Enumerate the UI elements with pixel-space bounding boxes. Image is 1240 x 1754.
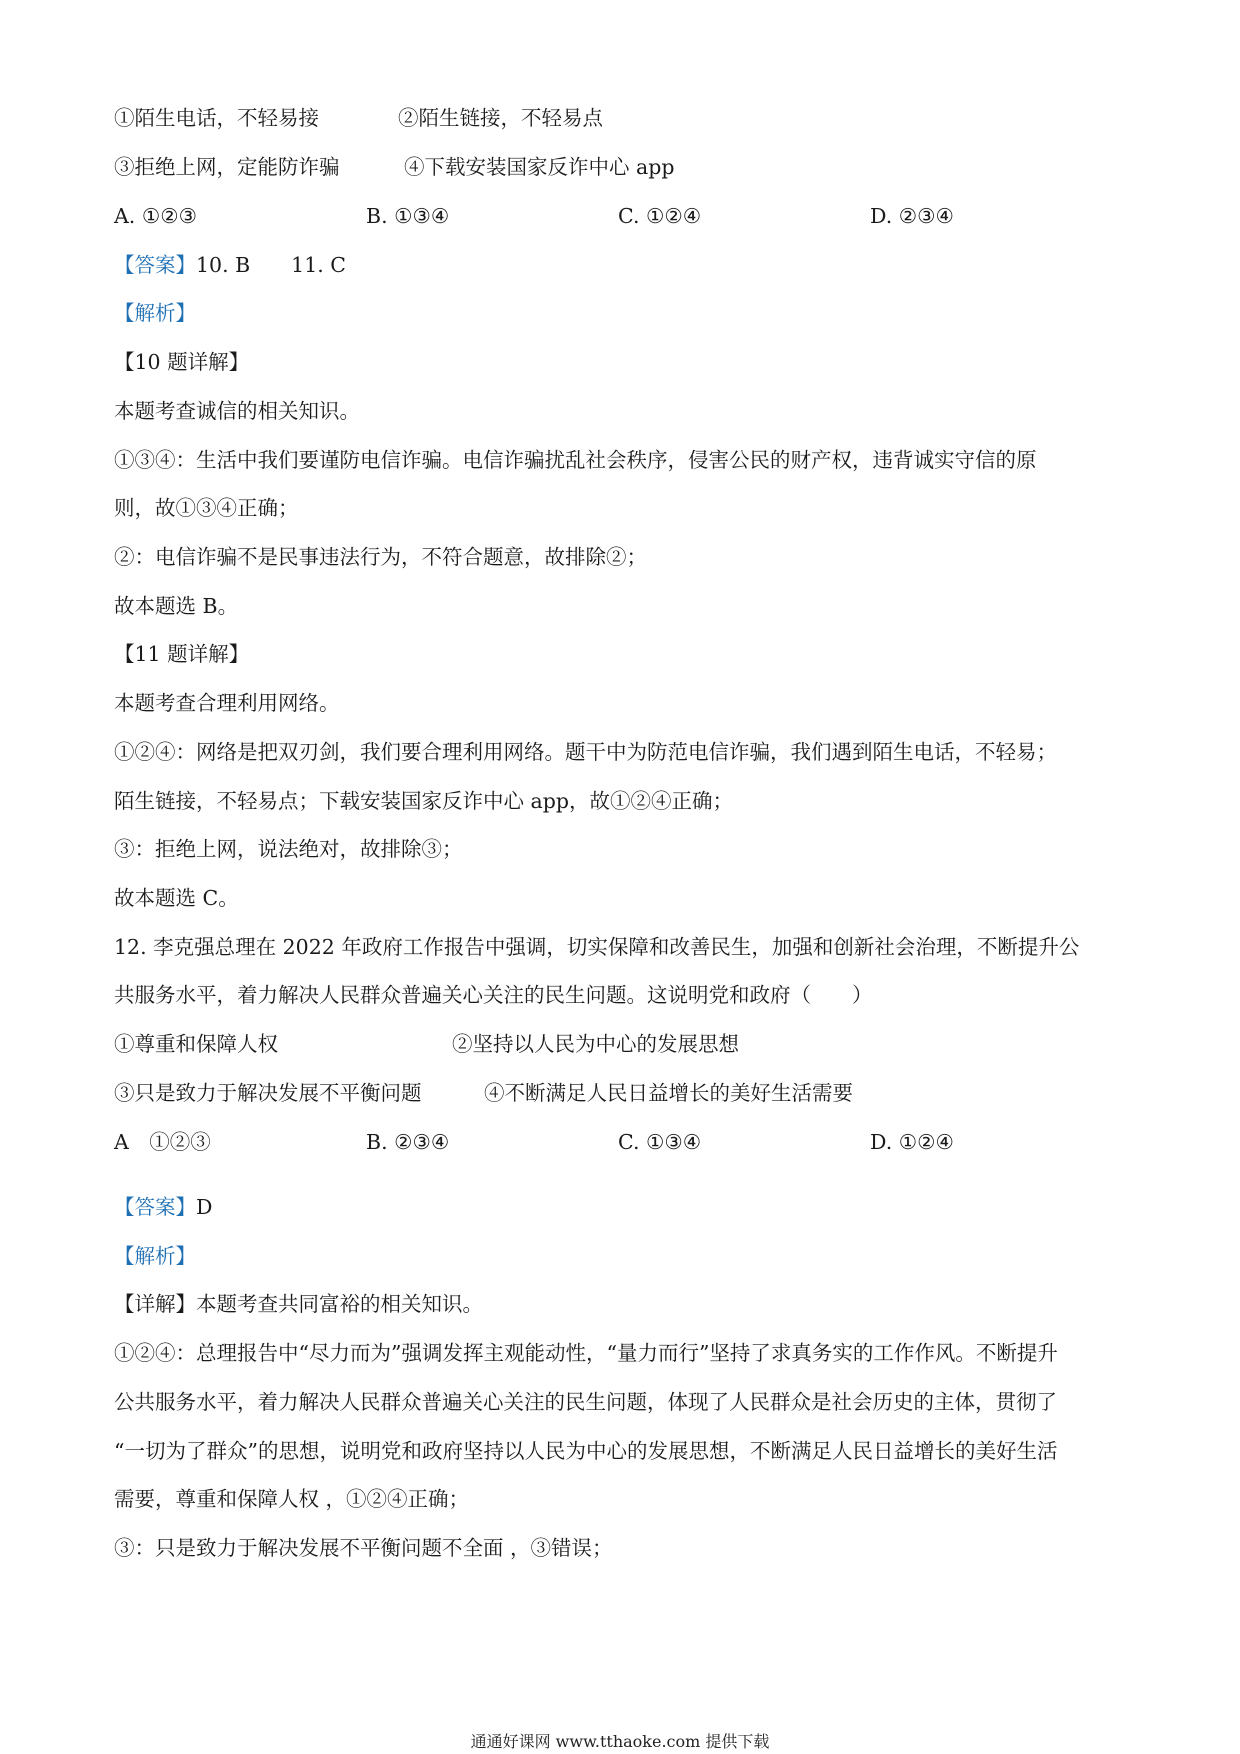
q11-option-b: B. ①③④: [366, 204, 450, 228]
q12-stem: 12. 李克强总理在 2022 年政府工作报告中强调，切实保障和改善民生，加强和创新社会治理，不断提升公: [114, 935, 1080, 959]
q12-item-4: ④不断满足人民日益增长的美好生活需要: [484, 1081, 853, 1105]
q11-item-3: ③拒绝上网，定能防诈骗: [114, 155, 340, 179]
q10-detail-para1: ①③④：生活中我们要谨防电信诈骗。电信诈骗扰乱社会秩序，侵害公民的财产权，违背诚实守信的原: [114, 448, 1037, 472]
detail2-para1-line3: “一切为了群众”的思想，说明党和政府坚持以人民为中心的发展思想，不断满足人民日益增长的美好生活: [114, 1439, 1058, 1463]
q12-option-b: B. ②③④: [366, 1130, 450, 1154]
q11-detail-title: 【11 题详解】: [114, 642, 250, 666]
q10-detail-para2: ②：电信诈骗不是民事违法行为，不符合题意，故排除②；: [114, 545, 647, 569]
q12-option-d: D. ①②④: [870, 1130, 954, 1154]
detail2-intro-line: [114, 1290, 483, 1318]
page-footer: 通通好课网 www.tthaoke.com 提供下载: [470, 1732, 770, 1751]
detail2-tag: 【详解】: [114, 1292, 196, 1316]
answer-tag-2: 【答案】: [114, 1195, 196, 1219]
q12-option-c: C. ①③④: [618, 1130, 702, 1154]
q10-detail-title: 【10 题详解】: [114, 350, 250, 374]
q11-option-a: A. ①②③: [114, 204, 197, 228]
detail2-para1-line2: 公共服务水平，着力解决人民群众普遍关心关注的民生问题，体现了人民群众是社会历史的主体，贯彻了: [114, 1390, 1057, 1414]
q10-conclusion: 故本题选 B。: [114, 594, 239, 618]
q11-detail-para1: ①②④：网络是把双刃剑，我们要合理利用网络。题干中为防范电信诈骗，我们遇到陌生电话，不轻易；: [114, 740, 1057, 764]
q11-detail-para2: ③：拒绝上网，说法绝对，故排除③；: [114, 837, 463, 861]
q11-item-1: ①陌生电话，不轻易接: [114, 106, 319, 130]
detail2-para1-line4: 需要，尊重和保障人权 ，①②④正确；: [114, 1487, 470, 1511]
analysis-tag-1: 【解析】: [114, 301, 196, 325]
q11-option-d: D. ②③④: [870, 204, 954, 228]
q10-detail-para1-cont: 则，故①③④正确；: [114, 496, 299, 520]
answer-line-1: [114, 251, 346, 279]
q12-item-1: ①尊重和保障人权: [114, 1032, 278, 1056]
q12-item-2: ②坚持以人民为中心的发展思想: [452, 1032, 739, 1056]
analysis-tag-2: 【解析】: [114, 1244, 196, 1268]
q11-detail-intro: 本题考查合理利用网络。: [114, 691, 340, 715]
detail2-para2: ③：只是致力于解决发展不平衡问题不全面 ，③错误；: [114, 1536, 613, 1560]
q12-option-a: A ①②③: [114, 1130, 211, 1154]
q11-option-c: C. ①②④: [618, 204, 702, 228]
q11-conclusion: 故本题选 C。: [114, 886, 239, 910]
answer-text: 10. B 11. C: [196, 253, 346, 277]
detail2-para1: ①②④：总理报告中“尽力而为”强调发挥主观能动性，“量力而行”坚持了求真务实的工作作风。不断提升: [114, 1341, 1058, 1365]
q11-item-4: ④下载安装国家反诈中心 app: [404, 155, 675, 179]
answer-text-2: D: [196, 1195, 213, 1219]
q11-detail-para1-cont: 陌生链接，不轻易点；下载安装国家反诈中心 app，故①②④正确；: [114, 789, 733, 813]
q12-item-3: ③只是致力于解决发展不平衡问题: [114, 1081, 422, 1105]
answer-line-2: [114, 1193, 212, 1221]
q12-stem-cont: 共服务水平，着力解决人民群众普遍关心关注的民生问题。这说明党和政府（ ）: [114, 983, 873, 1007]
detail2-intro: 本题考查共同富裕的相关知识。: [196, 1292, 483, 1316]
answer-tag: 【答案】: [114, 253, 196, 277]
q10-detail-intro: 本题考查诚信的相关知识。: [114, 399, 360, 423]
q11-item-2: ②陌生链接，不轻易点: [398, 106, 603, 130]
